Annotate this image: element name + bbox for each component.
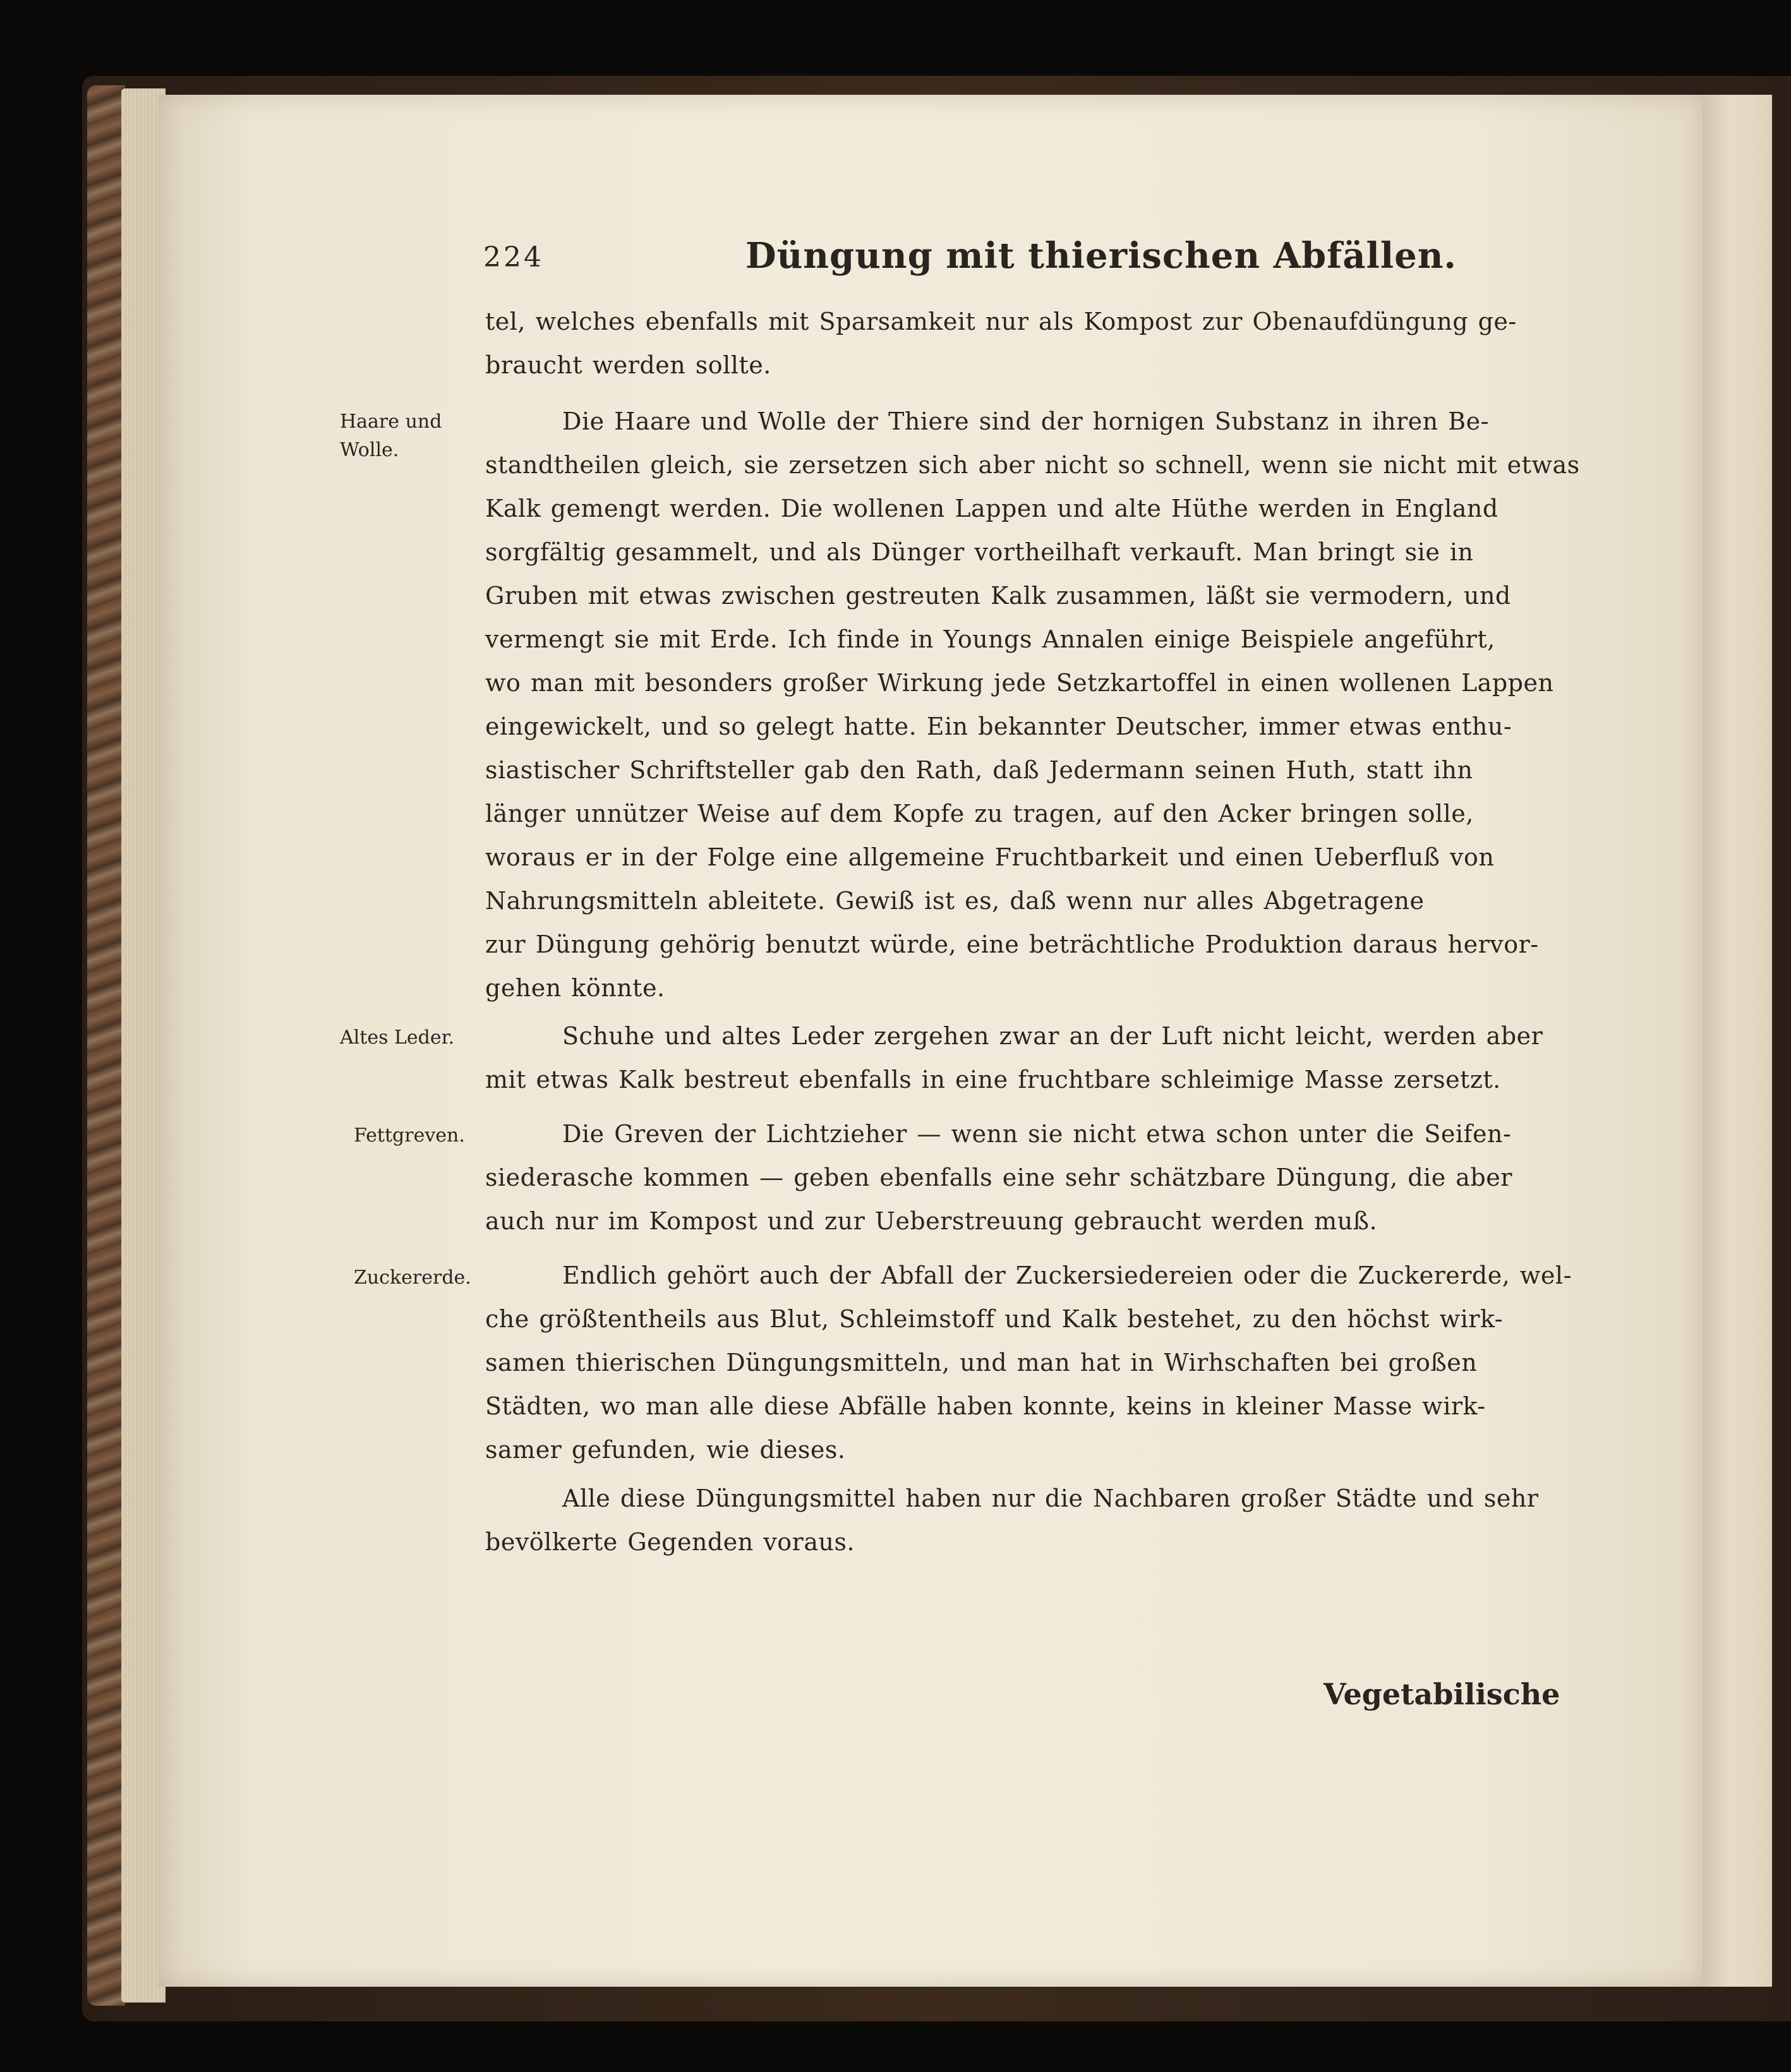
- text-line: siederasche kommen — geben ebenfalls eine sehr schätzbare Düngung, die aber: [485, 1164, 1512, 1191]
- text-line: vermengt sie mit Erde. Ich finde in Youngs Annalen einige Beispiele angeführt,: [485, 625, 1495, 653]
- text-line: woraus er in der Folge eine allgemeine Fruchtbarkeit und einen Ueberfluß von: [485, 843, 1495, 871]
- facing-page-edge: [1703, 95, 1772, 1987]
- text-line: che größtentheils aus Blut, Schleimstoff und Kalk bestehet, zu den höchst wirk-: [485, 1305, 1504, 1333]
- text-line: Die Haare und Wolle der Thiere sind der hornigen Substanz in ihren Be-: [562, 407, 1489, 435]
- margin-note-fettgreven: Fettgreven.: [354, 1124, 465, 1147]
- text-line: braucht werden sollte.: [485, 351, 771, 379]
- margin-note-haare: Haare und: [340, 411, 442, 433]
- text-line: eingewickelt, und so gelegt hatte. Ein bekannter Deutscher, immer etwas enthu-: [485, 713, 1512, 740]
- running-head: Düngung mit thierischen Abfällen.: [745, 235, 1457, 277]
- text-line: standtheilen gleich, sie zersetzen sich aber nicht so schnell, wenn sie nicht mit etwas: [485, 451, 1580, 479]
- text-line: samen thierischen Düngungsmitteln, und man hat in Wirhschaften bei großen: [485, 1349, 1478, 1376]
- text-line: Städten, wo man alle diese Abfälle haben konnte, keins in kleiner Masse wirk-: [485, 1392, 1486, 1420]
- text-line: siastischer Schriftsteller gab den Rath, daß Jedermann seinen Huth, statt ihn: [485, 756, 1473, 784]
- text-line: Gruben mit etwas zwischen gestreuten Kalk zusammen, läßt sie vermodern, und: [485, 582, 1511, 610]
- text-line: Die Greven der Lichtzieher — wenn sie nicht etwa schon unter die Seifen-: [562, 1120, 1512, 1148]
- text-line: samer gefunden, wie dieses.: [485, 1436, 846, 1464]
- text-line: tel, welches ebenfalls mit Sparsamkeit nur als Kompost zur Obenaufdüngung ge-: [485, 308, 1517, 335]
- margin-note-zuckererde: Zuckererde.: [354, 1267, 471, 1289]
- text-line: Schuhe und altes Leder zergehen zwar an der Luft nicht leicht, werden aber: [562, 1022, 1543, 1050]
- text-line: bevölkerte Gegenden voraus.: [485, 1528, 855, 1556]
- margin-note-altes-leder: Altes Leder.: [340, 1027, 455, 1049]
- text-line: sorgfältig gesammelt, und als Dünger vortheilhaft verkauft. Man bringt sie in: [485, 538, 1474, 566]
- text-line: Nahrungsmitteln ableitete. Gewiß ist es, daß wenn nur alles Abgetragene: [485, 887, 1425, 915]
- text-line: mit etwas Kalk bestreut ebenfalls in eine fruchtbare schleimige Masse zersetzt.: [485, 1066, 1501, 1093]
- book-spine: [87, 85, 125, 2006]
- text-line: Kalk gemengt werden. Die wollenen Lappen und alte Hüthe werden in England: [485, 495, 1499, 522]
- text-line: zur Düngung gehörig benutzt würde, eine beträchtliche Produktion daraus hervor-: [485, 931, 1539, 958]
- text-line: länger unnützer Weise auf dem Kopfe zu tragen, auf den Acker bringen solle,: [485, 800, 1474, 828]
- text-line: auch nur im Kompost und zur Ueberstreuung gebraucht werden muß.: [485, 1207, 1378, 1235]
- page-number: 224: [483, 241, 544, 274]
- text-line: Alle diese Düngungsmittel haben nur die Nachbaren großer Städte und sehr: [562, 1485, 1539, 1512]
- text-line: Endlich gehört auch der Abfall der Zuckersiedereien oder die Zuckererde, wel-: [562, 1262, 1572, 1289]
- text-line: gehen könnte.: [485, 974, 665, 1002]
- catchword: Vegetabilische: [1324, 1677, 1560, 1711]
- text-line: wo man mit besonders großer Wirkung jede Setzkartoffel in einen wollenen Lappen: [485, 669, 1554, 697]
- margin-note-wolle: Wolle.: [340, 439, 399, 461]
